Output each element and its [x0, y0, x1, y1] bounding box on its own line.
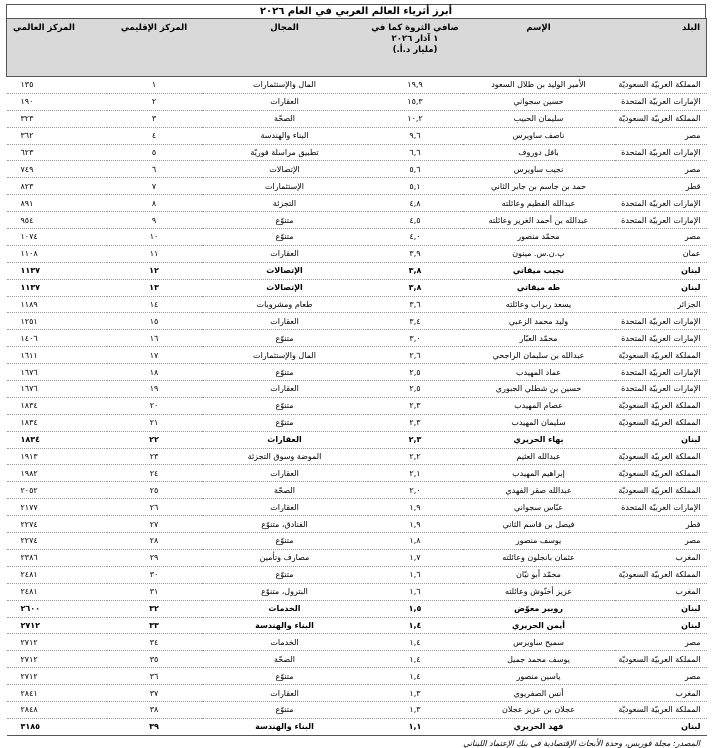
cell-net-worth: ١,١: [368, 718, 463, 735]
cell-sector: الموضة وسوق التجزئة: [202, 448, 368, 465]
cell-regional-rank: ٢: [107, 93, 202, 110]
cell-regional-rank: ٣٥: [107, 651, 202, 668]
table-row: [7, 651, 707, 668]
cell-name: عبّاس سجواني: [463, 499, 615, 516]
cell-regional-rank: ٢٢: [107, 431, 202, 448]
cell-net-worth: ١٩,٩: [368, 77, 463, 94]
cell-sector: طعام ومشروبات: [202, 296, 368, 313]
table-row: [7, 127, 707, 144]
cell-country: قطر: [615, 178, 707, 195]
cell-global-rank: ١١٨٩: [7, 296, 107, 313]
cell-sector: الصحّة: [202, 110, 368, 127]
cell-name: حمد بن جاسم بن جابر الثاني: [463, 178, 615, 195]
cell-sector: متنوّع: [202, 701, 368, 718]
cell-country: الجزائر: [615, 296, 707, 313]
cell-net-worth: ٢,٠: [368, 482, 463, 499]
cell-global-rank: ١٢٥١: [7, 313, 107, 330]
cell-net-worth: ٣,٨: [368, 279, 463, 296]
cell-country: الإمارات العربيّة المتحدة: [615, 313, 707, 330]
table-row: [7, 414, 707, 431]
table-row: [7, 330, 707, 347]
cell-sector: العقارات: [202, 465, 368, 482]
cell-country: المملكة العربيّة السعوديّة: [615, 566, 707, 583]
cell-net-worth: ١,٣: [368, 685, 463, 702]
cell-regional-rank: ٤: [107, 127, 202, 144]
table-row: [7, 431, 707, 448]
cell-global-rank: ٣١٨٥: [7, 718, 107, 735]
cell-regional-rank: ٣٣: [107, 617, 202, 634]
table-row: [7, 583, 707, 600]
cell-country: الإمارات العربيّة المتحدة: [615, 499, 707, 516]
cell-net-worth: ٢,٣: [368, 397, 463, 414]
table-row: [7, 499, 707, 516]
cell-country: الإمارات العربيّة المتحدة: [615, 195, 707, 212]
cell-country: المملكة العربيّة السعوديّة: [615, 347, 707, 364]
cell-regional-rank: ٢٩: [107, 549, 202, 566]
cell-regional-rank: ٢٠: [107, 397, 202, 414]
table-row: [7, 718, 707, 735]
cell-sector: العقارات: [202, 431, 368, 448]
table-row: [7, 701, 707, 718]
table-row: [7, 549, 707, 566]
cell-name: يوسف محمد جميل: [463, 651, 615, 668]
table-title: أبرز أثرياء العالم العربي في العام ٢٠٢٦: [6, 4, 706, 18]
cell-name: الأمير الوليد بن طلال السعود: [463, 77, 615, 94]
cell-net-worth: ١٠,٢: [368, 110, 463, 127]
cell-name: أيمن الحريري: [463, 617, 615, 634]
cell-name: طه ميقاتي: [463, 279, 615, 296]
cell-name: محمّد العبّار: [463, 330, 615, 347]
cell-country: مصر: [615, 161, 707, 178]
table-row: [7, 296, 707, 313]
cell-country: لبنان: [615, 617, 707, 634]
cell-name: ناصف ساويرس: [463, 127, 615, 144]
cell-global-rank: ٢٧١٢: [7, 617, 107, 634]
cell-sector: العقارات: [202, 313, 368, 330]
cell-net-worth: ١,٦: [368, 566, 463, 583]
cell-global-rank: ٨٢٣: [7, 178, 107, 195]
cell-regional-rank: ٩: [107, 212, 202, 229]
cell-sector: الصحّة: [202, 651, 368, 668]
cell-global-rank: ١٨٣٤: [7, 397, 107, 414]
cell-country: المغرب: [615, 685, 707, 702]
cell-global-rank: ٢٢٧٤: [7, 533, 107, 550]
cell-net-worth: ٢,٣: [368, 431, 463, 448]
cell-country: لبنان: [615, 262, 707, 279]
cell-sector: متنوّع: [202, 533, 368, 550]
header-country: البلد: [615, 19, 707, 77]
cell-net-worth: ١,٤: [368, 651, 463, 668]
cell-name: فيصل بن قاسم الثاني: [463, 516, 615, 533]
cell-net-worth: ٢,٢: [368, 448, 463, 465]
cell-country: الإمارات العربيّة المتحدة: [615, 364, 707, 381]
cell-country: المملكة العربيّة السعوديّة: [615, 465, 707, 482]
cell-regional-rank: ٣٦: [107, 668, 202, 685]
table-row: [7, 566, 707, 583]
cell-net-worth: ٢,١: [368, 465, 463, 482]
cell-net-worth: ٦,٦: [368, 144, 463, 161]
cell-regional-rank: ٣٤: [107, 634, 202, 651]
cell-name: عبدالله العثيم: [463, 448, 615, 465]
cell-name: پ.ن.س. مينون: [463, 245, 615, 262]
cell-country: لبنان: [615, 279, 707, 296]
cell-global-rank: ١٩٨٢: [7, 465, 107, 482]
cell-sector: متنوّع: [202, 330, 368, 347]
table-row: [7, 347, 707, 364]
cell-net-worth: ٤,٠: [368, 229, 463, 246]
cell-sector: المال والإستثمارات: [202, 347, 368, 364]
cell-name: بافل دوروف: [463, 144, 615, 161]
cell-regional-rank: ٣١: [107, 583, 202, 600]
cell-name: نجيب ميقاتي: [463, 262, 615, 279]
cell-sector: العقارات: [202, 381, 368, 398]
cell-name: يوسف منصور: [463, 533, 615, 550]
table-row: [7, 93, 707, 110]
cell-name: عثمان بانجلون وعائلته: [463, 549, 615, 566]
cell-regional-rank: ٣٠: [107, 566, 202, 583]
cell-name: عبدالله بن أحمد الغرير وعائلته: [463, 212, 615, 229]
table-row: [7, 144, 707, 161]
cell-global-rank: ٦٢٣: [7, 144, 107, 161]
cell-global-rank: ٢٦٠٠: [7, 600, 107, 617]
cell-global-rank: ٨٩١: [7, 195, 107, 212]
cell-country: المملكة العربيّة السعوديّة: [615, 448, 707, 465]
cell-global-rank: ١٩٠: [7, 93, 107, 110]
cell-sector: متنوّع: [202, 364, 368, 381]
wealth-table: [6, 18, 707, 736]
cell-regional-rank: ٣٩: [107, 718, 202, 735]
cell-sector: متنوّع: [202, 229, 368, 246]
cell-net-worth: ٢,٣: [368, 414, 463, 431]
cell-net-worth: ١,٩: [368, 516, 463, 533]
cell-sector: العقارات: [202, 245, 368, 262]
cell-sector: التجزئة: [202, 195, 368, 212]
table-row: [7, 77, 707, 94]
table-row: [7, 364, 707, 381]
cell-net-worth: ٣,٨: [368, 262, 463, 279]
cell-net-worth: ١,٤: [368, 617, 463, 634]
cell-regional-rank: ١١: [107, 245, 202, 262]
cell-global-rank: ٢٤٨١: [7, 566, 107, 583]
table-row: [7, 448, 707, 465]
cell-sector: الإتصالات: [202, 262, 368, 279]
cell-global-rank: ١٤٠٦: [7, 330, 107, 347]
cell-name: إبراهيم المهيدب: [463, 465, 615, 482]
cell-regional-rank: ٨: [107, 195, 202, 212]
cell-sector: البناء والهندسة: [202, 617, 368, 634]
cell-country: الإمارات العربيّة المتحدة: [615, 330, 707, 347]
cell-global-rank: ١١٣٧: [7, 262, 107, 279]
cell-global-rank: ١١٣٧: [7, 279, 107, 296]
cell-net-worth: ١,٦: [368, 583, 463, 600]
cell-net-worth: ١,٤: [368, 634, 463, 651]
source-note: المصدر: مجلة فوربس، وحدة الأبحاث الإقتصادية في بنك الإعتماد اللبناني: [463, 738, 700, 748]
cell-sector: المال والإستثمارات: [202, 77, 368, 94]
cell-net-worth: ٣,٠: [368, 330, 463, 347]
cell-sector: الخدمات: [202, 634, 368, 651]
table-row: [7, 617, 707, 634]
cell-regional-rank: ١٨: [107, 364, 202, 381]
table-row: [7, 516, 707, 533]
table-row: [7, 110, 707, 127]
cell-global-rank: ٢٨٤٨: [7, 701, 107, 718]
cell-name: يسعد ربراب وعائلته: [463, 296, 615, 313]
cell-country: مصر: [615, 533, 707, 550]
cell-country: المملكة العربيّة السعوديّة: [615, 397, 707, 414]
header-regional-rank: المركز الإقليمي: [107, 19, 202, 77]
cell-global-rank: ٢٨٤١: [7, 685, 107, 702]
table-row: [7, 178, 707, 195]
header-net-worth: صافي الثروة كما في ١ آذار ٢٠٢٦ (مليار د.أ.): [368, 19, 463, 77]
cell-name: بهاء الحريري: [463, 431, 615, 448]
cell-net-worth: ٢,٥: [368, 364, 463, 381]
cell-net-worth: ١,٤: [368, 668, 463, 685]
table-row: [7, 533, 707, 550]
cell-sector: متنوّع: [202, 566, 368, 583]
cell-global-rank: ٧٤٩: [7, 161, 107, 178]
cell-country: المملكة العربيّة السعوديّة: [615, 77, 707, 94]
table-row: [7, 195, 707, 212]
cell-global-rank: ٢١٧٧: [7, 499, 107, 516]
cell-regional-rank: ١٥: [107, 313, 202, 330]
cell-net-worth: ١,٨: [368, 533, 463, 550]
cell-country: لبنان: [615, 431, 707, 448]
cell-global-rank: ٢٣٨٦: [7, 549, 107, 566]
cell-sector: الصحّة: [202, 482, 368, 499]
cell-regional-rank: ٢٦: [107, 499, 202, 516]
table-body: [7, 77, 707, 736]
cell-name: محمّد أبو نيّان: [463, 566, 615, 583]
cell-name: فهد الحريري: [463, 718, 615, 735]
cell-regional-rank: ٥: [107, 144, 202, 161]
cell-country: الإمارات العربيّة المتحدة: [615, 212, 707, 229]
cell-country: المغرب: [615, 583, 707, 600]
cell-global-rank: ٩٥٤: [7, 212, 107, 229]
cell-net-worth: ١,٥: [368, 600, 463, 617]
table-row: [7, 600, 707, 617]
cell-country: الإمارات العربيّة المتحدة: [615, 144, 707, 161]
cell-global-rank: ١٠٧٤: [7, 229, 107, 246]
cell-global-rank: ٢٤٨١: [7, 583, 107, 600]
table-row: [7, 313, 707, 330]
table-row: [7, 212, 707, 229]
cell-net-worth: ٤,٥: [368, 212, 463, 229]
cell-regional-rank: ٣٢: [107, 600, 202, 617]
cell-country: لبنان: [615, 718, 707, 735]
cell-sector: العقارات: [202, 685, 368, 702]
table-row: [7, 482, 707, 499]
table-row: [7, 245, 707, 262]
cell-name: أنس الصفريوي: [463, 685, 615, 702]
cell-net-worth: ١٥,٣: [368, 93, 463, 110]
table-row: [7, 161, 707, 178]
cell-sector: الإتصالات: [202, 279, 368, 296]
cell-regional-rank: ١٣: [107, 279, 202, 296]
cell-net-worth: ٣,٤: [368, 313, 463, 330]
cell-name: عجلان بن عزيز عجلان: [463, 701, 615, 718]
cell-country: قطر: [615, 516, 707, 533]
table-row: [7, 229, 707, 246]
cell-regional-rank: ١٢: [107, 262, 202, 279]
cell-sector: الإستثمارات: [202, 178, 368, 195]
cell-name: وليد محمد الزعبي: [463, 313, 615, 330]
cell-net-worth: ٢,٥: [368, 381, 463, 398]
cell-sector: البناء والهندسة: [202, 718, 368, 735]
cell-sector: متنوّع: [202, 397, 368, 414]
cell-net-worth: ٥,٦: [368, 161, 463, 178]
cell-regional-rank: ١٩: [107, 381, 202, 398]
cell-regional-rank: ٧: [107, 178, 202, 195]
cell-net-worth: ٥,١: [368, 178, 463, 195]
table-row: [7, 262, 707, 279]
cell-country: الإمارات العربيّة المتحدة: [615, 381, 707, 398]
cell-sector: البترول، متنوّع: [202, 583, 368, 600]
cell-country: المملكة العربيّة السعوديّة: [615, 482, 707, 499]
cell-global-rank: ١٦١١: [7, 347, 107, 364]
cell-country: المغرب: [615, 549, 707, 566]
cell-net-worth: ٣,٩: [368, 245, 463, 262]
cell-regional-rank: ١٦: [107, 330, 202, 347]
cell-net-worth: ١,٧: [368, 549, 463, 566]
cell-sector: الخدمات: [202, 600, 368, 617]
cell-name: سليمان المهيدب: [463, 414, 615, 431]
cell-regional-rank: ٣: [107, 110, 202, 127]
cell-global-rank: ٣٢٣: [7, 110, 107, 127]
header-name: الإسم: [463, 19, 615, 77]
header-row: [7, 19, 707, 77]
cell-name: محمّد منصور: [463, 229, 615, 246]
cell-regional-rank: ٦: [107, 161, 202, 178]
table-row: [7, 634, 707, 651]
cell-sector: الفنادق، متنوّع: [202, 516, 368, 533]
cell-sector: تطبيق مراسلة فوريّة: [202, 144, 368, 161]
cell-global-rank: ٣٦٢: [7, 127, 107, 144]
cell-global-rank: ٢٠٥٢: [7, 482, 107, 499]
cell-name: روبير معوّض: [463, 600, 615, 617]
cell-regional-rank: ١٠: [107, 229, 202, 246]
cell-sector: العقارات: [202, 499, 368, 516]
cell-sector: الإتصالات: [202, 161, 368, 178]
cell-net-worth: ١,٩: [368, 499, 463, 516]
cell-name: ياسين منصور: [463, 668, 615, 685]
cell-sector: البناء والهندسة: [202, 127, 368, 144]
cell-name: عصام المهيدب: [463, 397, 615, 414]
cell-name: عبدالله الفطيم وعائلته: [463, 195, 615, 212]
document: [6, 4, 706, 748]
cell-global-rank: ١٩١٣: [7, 448, 107, 465]
cell-regional-rank: ١٧: [107, 347, 202, 364]
cell-regional-rank: ٢٣: [107, 448, 202, 465]
table-row: [7, 465, 707, 482]
cell-country: مصر: [615, 127, 707, 144]
table-row: [7, 397, 707, 414]
header-sector: المجال: [202, 19, 368, 77]
cell-country: مصر: [615, 229, 707, 246]
table-row: [7, 279, 707, 296]
cell-sector: مصارف وتأمين: [202, 549, 368, 566]
cell-net-worth: ٤,٨: [368, 195, 463, 212]
header-global-rank: المركز العالمي: [7, 19, 107, 77]
cell-country: الإمارات العربيّة المتحدة: [615, 93, 707, 110]
cell-global-rank: ٢٢٧٤: [7, 516, 107, 533]
cell-global-rank: ١٦٧٦: [7, 364, 107, 381]
cell-global-rank: ١٨٣٤: [7, 431, 107, 448]
cell-net-worth: ٣,٦: [368, 296, 463, 313]
cell-regional-rank: ٢١: [107, 414, 202, 431]
cell-global-rank: ١٨٣٤: [7, 414, 107, 431]
cell-regional-rank: ٢٤: [107, 465, 202, 482]
cell-global-rank: ١١٠٨: [7, 245, 107, 262]
cell-sector: متنوّع: [202, 414, 368, 431]
cell-name: عماد المهيدب: [463, 364, 615, 381]
cell-net-worth: ٩,٦: [368, 127, 463, 144]
cell-regional-rank: ٣٧: [107, 685, 202, 702]
cell-regional-rank: ٢٧: [107, 516, 202, 533]
cell-name: عزيز أخنّوش وعائلته: [463, 583, 615, 600]
cell-sector: متنوّع: [202, 668, 368, 685]
cell-country: المملكة العربيّة السعوديّة: [615, 110, 707, 127]
cell-country: لبنان: [615, 600, 707, 617]
cell-regional-rank: ٣٨: [107, 701, 202, 718]
cell-net-worth: ٢,٦: [368, 347, 463, 364]
cell-name: سميح ساويرس: [463, 634, 615, 651]
cell-regional-rank: ٢٥: [107, 482, 202, 499]
cell-name: عبدالله صقر الفهدي: [463, 482, 615, 499]
table-row: [7, 381, 707, 398]
cell-name: نجيب ساويرس: [463, 161, 615, 178]
cell-regional-rank: ١: [107, 77, 202, 94]
cell-sector: العقارات: [202, 93, 368, 110]
cell-regional-rank: ١٤: [107, 296, 202, 313]
cell-country: عمان: [615, 245, 707, 262]
cell-net-worth: ١,٣: [368, 701, 463, 718]
cell-regional-rank: ٢٨: [107, 533, 202, 550]
cell-global-rank: ١٣٥: [7, 77, 107, 94]
cell-country: المملكة العربيّة السعوديّة: [615, 651, 707, 668]
table-row: [7, 685, 707, 702]
cell-name: حسين بن شطلي الجبوري: [463, 381, 615, 398]
cell-country: مصر: [615, 634, 707, 651]
cell-name: سليمان الحبيب: [463, 110, 615, 127]
cell-sector: متنوّع: [202, 212, 368, 229]
cell-country: المملكة العربيّة السعوديّة: [615, 701, 707, 718]
cell-global-rank: ٢٧١٢: [7, 668, 107, 685]
cell-global-rank: ٢٧١٢: [7, 651, 107, 668]
cell-name: حسين سجواني: [463, 93, 615, 110]
table-row: [7, 668, 707, 685]
cell-global-rank: ٢٧١٢: [7, 634, 107, 651]
cell-name: عبدالله بن سليمان الراجحي: [463, 347, 615, 364]
cell-country: المملكة العربيّة السعوديّة: [615, 414, 707, 431]
cell-country: مصر: [615, 668, 707, 685]
cell-global-rank: ١٦٧٦: [7, 381, 107, 398]
